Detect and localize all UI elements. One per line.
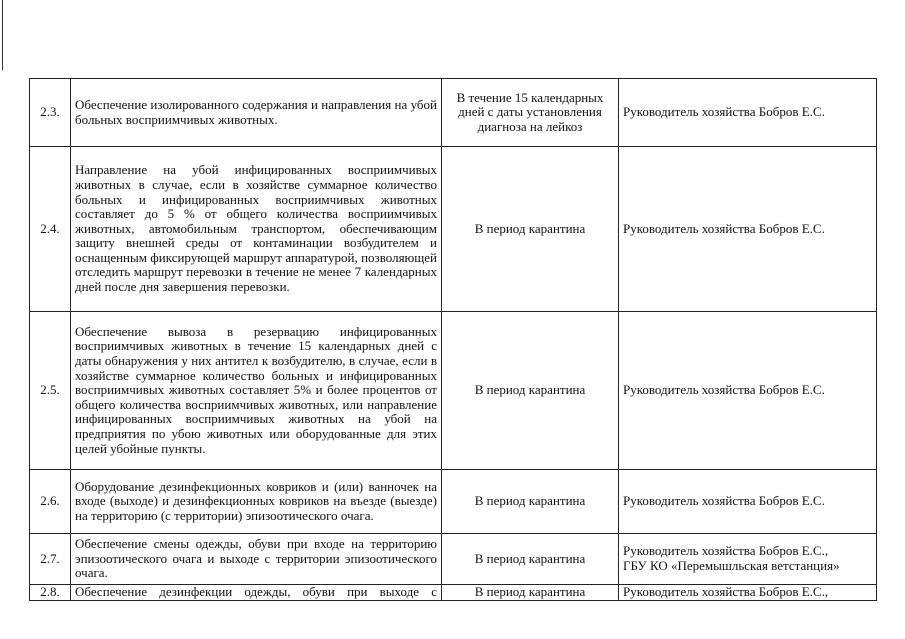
- measure-responsible: [619, 534, 877, 585]
- measures-table: [29, 78, 877, 601]
- measure-responsible: Руководитель хозяйства Бобров Е.С.: [619, 79, 877, 147]
- measure-description: Обеспечение изолированного содержания и направления на убой больных восприимчивых животных.: [71, 79, 442, 147]
- measure-description: Обеспечение дезинфекции одежды, обуви при выходе с: [71, 585, 442, 601]
- row-number: 2.7.: [30, 534, 71, 585]
- responsible-line: ГБУ КО «Перемышльская ветстанция»: [623, 558, 840, 573]
- measure-period: В течение 15 календарных дней с даты установления диагноза на лейкоз: [442, 79, 619, 147]
- measure-description: Обеспечение вывоза в резервацию инфицированных восприимчивых животных в течение 15 календарных дней с даты обнаружения у них антител к возбудителю, в случае, если в хозяйстве суммарное количество больных и инфицированных восприимчивых животных составляет 5% и более процентов от общего количества восприимчивых животных, или направление инфицированных восприимчивых животных на убой на предприятия по убою животных или оборудованные для этих целей убойные пункты.: [71, 312, 442, 470]
- measure-responsible: Руководитель хозяйства Бобров Е.С.: [619, 312, 877, 470]
- measure-description: Направление на убой инфицированных восприимчивых животных в случае, если в хозяйстве суммарное количество больных и инфицированных восприимчивых животных составляет до 5 % от общего количества восприимчивых животных, автомобильным транспортом, обеспечивающим защиту внешней среды от контаминации возбудителем и оснащенным фиксирующей маршрут аппаратурой, позволяющей отследить маршрут перевозки в течение не менее 7 календарных дней после дня завершения перевозки.: [71, 147, 442, 312]
- row-number: 2.3.: [30, 79, 71, 147]
- row-number: 2.8.: [30, 585, 71, 601]
- measure-description: Оборудование дезинфекционных ковриков и (или) ванночек на входе (выходе) и дезинфекционных ковриков на въезде (выезде) на территорию (с территории) эпизоотического очага.: [71, 470, 442, 534]
- measure-period: В период карантина: [442, 534, 619, 585]
- row-number: 2.5.: [30, 312, 71, 470]
- responsible-line: Руководитель хозяйства Бобров Е.С.,: [623, 543, 829, 559]
- measure-period: В период карантина: [442, 147, 619, 312]
- table-row: [30, 79, 877, 147]
- table-row: [30, 585, 877, 601]
- table-row: [30, 470, 877, 534]
- measure-period: В период карантина: [442, 585, 619, 601]
- measure-period: В период карантина: [442, 312, 619, 470]
- page-margin-line: [2, 0, 3, 70]
- measure-responsible: Руководитель хозяйства Бобров Е.С.: [619, 470, 877, 534]
- measure-period: В период карантина: [442, 470, 619, 534]
- row-number: 2.4.: [30, 147, 71, 312]
- row-number: 2.6.: [30, 470, 71, 534]
- measure-responsible: Руководитель хозяйства Бобров Е.С.: [619, 147, 877, 312]
- table-row: [30, 312, 877, 470]
- table-row: [30, 147, 877, 312]
- table-row: [30, 534, 877, 585]
- measure-description: Обеспечение смены одежды, обуви при входе на территорию эпизоотического очага и выходе с территории эпизоотического очага.: [71, 534, 442, 585]
- measure-responsible: Руководитель хозяйства Бобров Е.С.,: [619, 585, 877, 601]
